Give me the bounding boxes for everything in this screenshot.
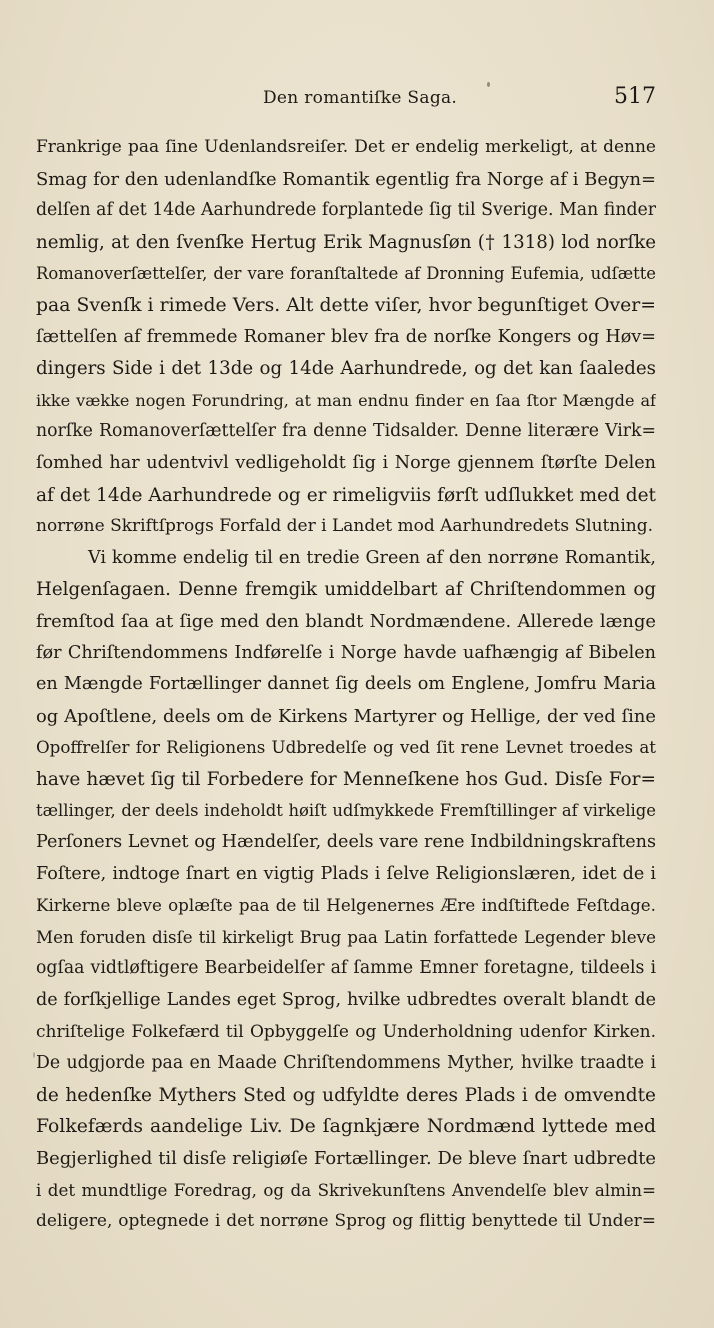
text-line: dingers Side i det 13de og 14de Aarhundrede, og det kan ſaaledes (36, 358, 656, 380)
text-line: Vi komme endelig til en tredie Green af den norrøne Romantik, (88, 547, 656, 568)
paper-speck (33, 1052, 35, 1058)
text-line: Romanoverſættelſer, der vare foranſtaltede af Dronning Eufemia, udſætte (36, 264, 656, 284)
text-line: Frankrige paa ſine Udenlandsreiſer. Det er endelig merkeligt, at denne (36, 137, 656, 157)
text-line: norrøne Skriftſprogs Forfald der i Landet mod Aarhundredets Slutning. (36, 516, 653, 537)
text-line: norſke Romanoverſættelſer fra denne Tidsalder. Denne literære Virk= (36, 421, 656, 442)
text-line: Foſtere, indtoge ſnart en vigtig Plads i ſelve Religionslæren, idet de i (36, 863, 656, 884)
text-line: Opoffrelſer for Religionens Udbredelſe og ved ſit rene Levnet troedes at (36, 737, 656, 758)
text-line: deligere, optegnede i det norrøne Sprog og flittig benyttede til Under= (36, 1211, 656, 1232)
text-line: og Apoſtlene, deels om de Kirkens Martyrer og Hellige, der ved ſine (36, 705, 656, 727)
text-line: de forſkjellige Landes eget Sprog, hvilke udbredtes overalt blandt de (36, 990, 656, 1011)
text-line: i det mundtlige Foredrag, og da Skrivekunſtens Anvendelſe blev almin= (36, 1179, 656, 1200)
text-line: De udgjorde paa en Maade Chriſtendommens Myther, hvilke traadte i (36, 1053, 656, 1074)
text-line: nemlig, at den ſvenſke Hertug Erik Magnusſøn († 1318) lod norſke (36, 231, 656, 253)
paper-speck (487, 82, 490, 87)
text-line: ſomhed har udentvivl vedligeholdt ſig i Norge gjennem ſtørſte Delen (36, 452, 656, 473)
text-line: før Chriſtendommens Indførelſe i Norge havde uafhængig af Bibelen (36, 642, 656, 663)
text-line: Men foruden disſe til kirkeligt Brug paa Latin forfattede Legender bleve (36, 926, 656, 947)
text-line: Begjerlighed til disſe religiøſe Fortællinger. De bleve ſnart udbredte (36, 1148, 656, 1169)
text-line: Smag for den udenlandſke Romantik egentlig fra Norge af i Begyn= (36, 168, 656, 190)
text-line: have hævet ſig til Forbedere for Menneſkene hos Gud. Disſe For= (36, 768, 656, 790)
text-line: chriſtelige Folkefærd til Opbyggelſe og Underholdning udenfor Kirken. (36, 1021, 656, 1042)
text-line: en Mængde Fortællinger dannet ſig deels om Englene, Jomfru Maria (36, 674, 656, 695)
text-line: delſen af det 14de Aarhundrede forplantede ſig til Sverige. Man finder (36, 200, 656, 221)
running-head: Den romantiſke Saga. (263, 88, 458, 108)
page-number: 517 (614, 84, 656, 109)
page-header (0, 84, 714, 118)
text-line: af det 14de Aarhundrede og er rimeligviis førſt udſlukket med det (36, 484, 656, 506)
text-line: Folkefærds aandelige Liv. De ſagnkjære Nordmænd lyttede med (36, 1116, 656, 1138)
text-line: de hedenſke Mythers Sted og udfyldte deres Plads i de omvendte (36, 1084, 656, 1106)
text-line: Kirkerne bleve oplæſte paa de til Helgenernes Ære indſtiftede Feſtdage. (36, 895, 656, 916)
body-text (36, 132, 656, 1238)
text-line: ikke vække nogen Forundring, at man endnu finder en ſaa ſtor Mængde af (36, 390, 656, 410)
text-line: Perſoners Levnet og Hændelſer, deels vare rene Indbildningskraftens (36, 832, 656, 853)
text-line: ſættelſen af fremmede Romaner blev fra de norſke Kongers og Høv= (36, 326, 656, 347)
text-line: fremſtod ſaa at ſige med den blandt Nordmændene. Allerede længe (36, 610, 656, 632)
text-line: paa Svenſk i rimede Vers. Alt dette viſer, hvor begunſtiget Over= (36, 294, 656, 316)
text-line: tællinger, der deels indeholdt høiſt udſmykkede Fremſtillinger af virkelige (36, 801, 656, 821)
text-line: Helgenſagaen. Denne fremgik umiddelbart af Chriſtendommen og (36, 579, 656, 601)
text-line: ogſaa vidtløftigere Bearbeidelſer af ſamme Emner foretagne, tildeels i (36, 958, 656, 979)
